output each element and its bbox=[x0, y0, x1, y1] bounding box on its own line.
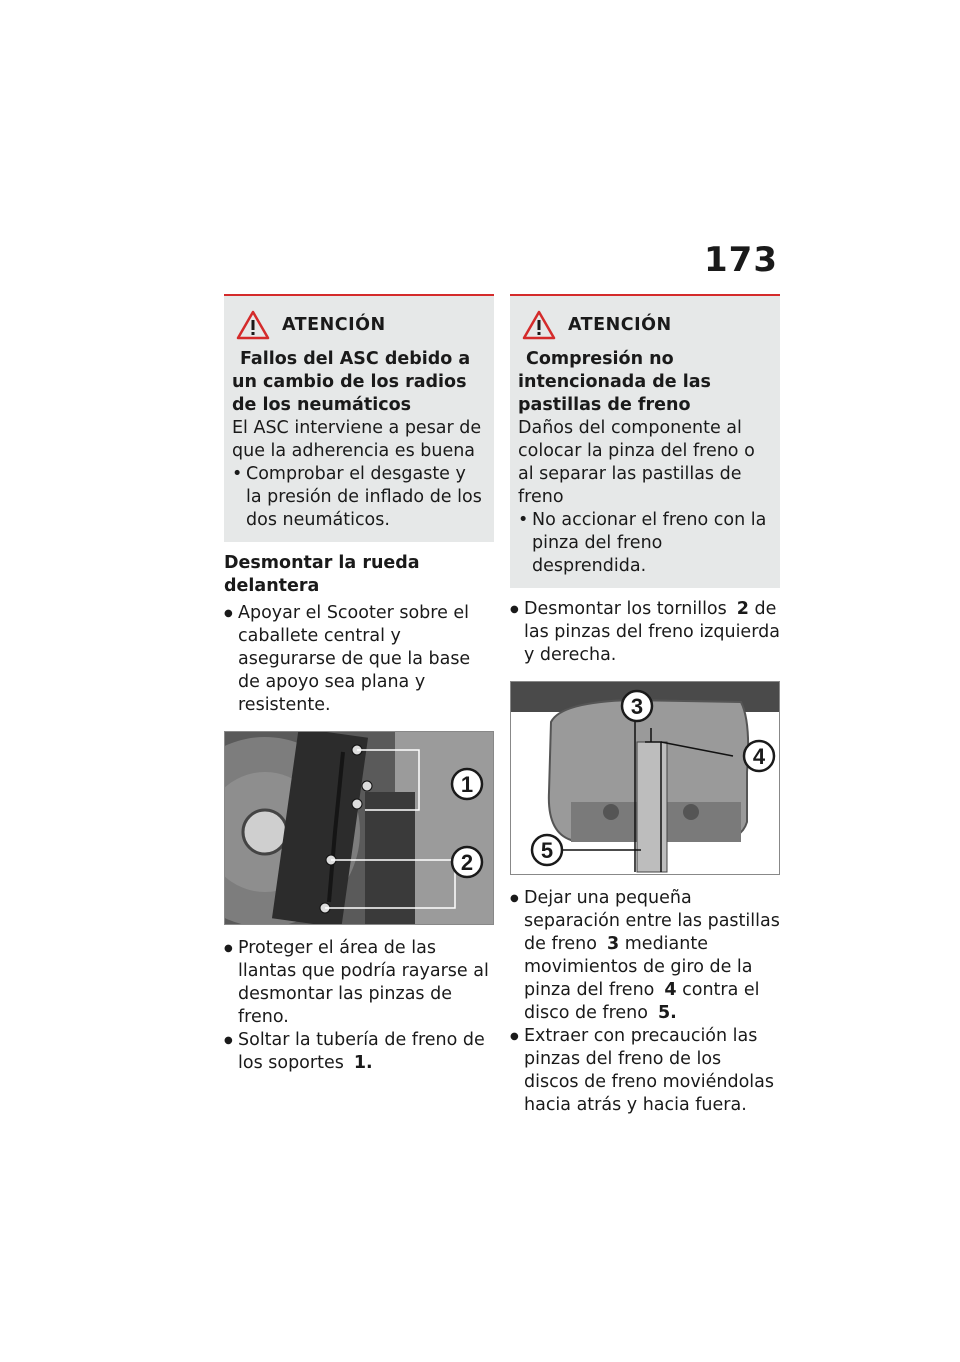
step-text: Desmontar los tornillos bbox=[524, 599, 727, 619]
section-heading: Desmontar la rueda delantera bbox=[224, 553, 420, 596]
callout-4: 4 bbox=[752, 744, 766, 769]
warning-list-item: • No accionar el freno con la pinza del freno desprendida. bbox=[518, 509, 772, 578]
callout-3: 3 bbox=[630, 694, 644, 719]
callout-1: 1 bbox=[460, 772, 474, 797]
warning-header bbox=[236, 310, 486, 340]
warning-text: Daños del componente al colocar la pinza del freno o al separar las pastillas de freno bbox=[518, 418, 755, 507]
warning-box-pads bbox=[510, 294, 780, 588]
ref-number: 2 bbox=[736, 599, 749, 619]
steps-list-right-2 bbox=[510, 887, 780, 1117]
step-item bbox=[510, 598, 780, 667]
callout-5: 5 bbox=[540, 838, 554, 863]
callout-2: 2 bbox=[460, 850, 474, 875]
warning-subtitle: Fallos del ASC debido a un cambio de los radios de los neumáticos bbox=[232, 349, 471, 415]
brake-caliper-illustration bbox=[511, 682, 779, 874]
step-text: Soltar la tubería de freno de los soportes bbox=[238, 1030, 485, 1073]
step-text: mediante movimientos de giro de la pinza del freno bbox=[524, 934, 753, 1000]
warning-subtitle: Compresión no intencionada de las pastillas de freno bbox=[518, 349, 711, 415]
steps-list-left bbox=[224, 602, 494, 717]
steps-list-left-2 bbox=[224, 937, 494, 1075]
figure-brake-line bbox=[224, 731, 494, 925]
ref-number: 3 bbox=[606, 934, 620, 954]
step-item: ● Apoyar el Scooter sobre el caballete central y asegurarse de que la base de apoyo sea plana y resistente. bbox=[224, 602, 494, 717]
step-item bbox=[510, 887, 780, 1025]
warning-header bbox=[522, 310, 772, 340]
step-text: Dejar una pequeña separación entre las pastillas de freno bbox=[524, 888, 780, 954]
warning-title: ATENCIÓN bbox=[568, 314, 672, 335]
warning-text: El ASC interviene a pesar de que la adherencia es buena bbox=[232, 418, 482, 461]
warning-box-asc bbox=[224, 294, 494, 542]
warning-triangle-icon bbox=[522, 310, 556, 340]
figure-brake-caliper bbox=[510, 681, 780, 875]
ref-number: 4 bbox=[664, 980, 677, 1000]
steps-list-right bbox=[510, 598, 780, 667]
ref-number: 5. bbox=[657, 1003, 677, 1023]
step-item: ● Extraer con precaución las pinzas del freno de los discos de freno moviéndolas hacia atrás y hacia fuera. bbox=[510, 1025, 780, 1117]
warning-list bbox=[232, 463, 486, 532]
left-column bbox=[224, 294, 494, 1075]
warning-list-item: • Comprobar el desgaste y la presión de inflado de los dos neumáticos. bbox=[232, 463, 486, 532]
warning-list bbox=[518, 509, 772, 578]
step-item bbox=[224, 1029, 494, 1075]
step-text: de las pinzas del freno izquierda y derecha. bbox=[524, 599, 780, 665]
warning-triangle-icon bbox=[236, 310, 270, 340]
step-item: ● Proteger el área de las llantas que podría rayarse al desmontar las pinzas de freno. bbox=[224, 937, 494, 1029]
ref-number: 1. bbox=[353, 1053, 373, 1073]
brake-line-illustration bbox=[225, 732, 493, 924]
warning-title: ATENCIÓN bbox=[282, 314, 386, 335]
right-column bbox=[510, 294, 780, 1117]
step-text: contra el disco de freno bbox=[524, 980, 760, 1023]
page-number: 173 bbox=[704, 240, 778, 280]
